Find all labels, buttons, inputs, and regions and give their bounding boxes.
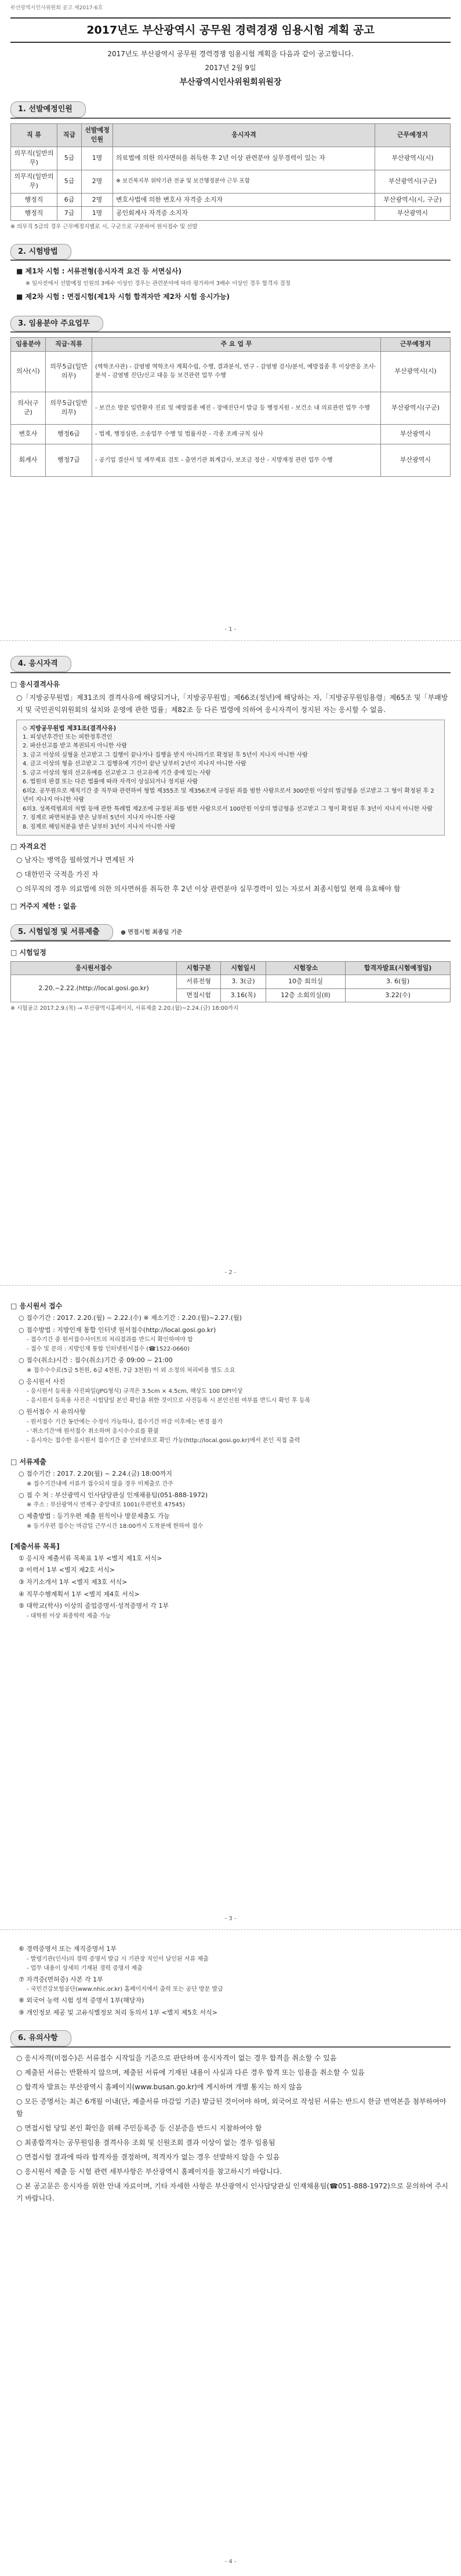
col-header: 직 류 [11, 123, 57, 147]
col-header: 응시원서접수 [11, 961, 177, 975]
list-item: ○ 면접시험 결과에 따라 합격자를 결정하며, 적격자가 없는 경우 선발하지 않을 수 있음 [16, 2152, 280, 2161]
recruitment-table [10, 123, 451, 221]
list-item: 6. 법원의 판결 또는 다른 법률에 따라 자격이 상실되거나 정지된 사람 [23, 779, 198, 786]
table-row: 행정직 7급 1명 공인회계사 자격증 소지자 부산광역시 [11, 207, 451, 221]
duties-table [10, 337, 451, 477]
page-divider [0, 640, 461, 641]
disqualification-heading: □ 응시결격사유 [10, 680, 60, 688]
exam-step-1-note: ※ 임사전에서 선발예정 인원의 3배수 이상인 경우는 관련분야에 따라 평가하여 3배수 이상인 경우 합격자 결정 [26, 280, 291, 287]
section-1-header [10, 89, 451, 119]
list-item: 8. 징계로 해임처분을 받은 날부터 3년이 지나지 아니한 사람 [23, 823, 176, 830]
table-row: 변호사 행정6급 - 법제, 행정심판, 소송업무 수행 및 법률자문 - 각종 조례·규칙 심사 부산광역시 [11, 424, 451, 444]
list-item: 6의2. 공무원으로 재직기간 중 직무와 관련하여 형법 제355조 및 제356조에 규정된 죄를 범한 사람으로서 300만원 이상의 벌금형을 선고받고 그 형이 확정된 후 2년이 지나지 아니한 사람 [23, 787, 434, 804]
col-header: 응시자격 [113, 123, 375, 147]
exam-step-1: ■ 제1차 시험 : 서류전형(응시자격 요건 등 서면심사) [16, 267, 182, 276]
page-3: □ 응시원서 접수 ○ 접수기간 : 2017. 2.20.(월) ~ 2.22.(수) ※ 제소기간 : 2.20.(월)~2.27.(월) ○ 접수방법 : 지방인재 통합 인터넷 원서접수(http://local.gosi.go.kr) - 접수기간 중 원서접수사이트의 처리결과를 반드시 확인하여야 함 - 접수 및 문의 : 지방인재 통합 인터넷원서접수 (☎1522-0660) ○ 접수(취소)시간 : 접수(취소)기간 중 09:00 ~ 21:00 ※ 접수수수료(5급 5천원, 6급 4천원, 7급 3천원) 이 외 소정의 처리비용 별도 소요 ○ 응시원서 사진 - 응시원서 등록용 사진파일(JPG형식) 규격은 3.5cm × 4.5cm, 해상도 100 DPI이상 - 응시원서 등록용 사진은 시험당일 본인 확인을 위한 것이므로 사전등록 시 본인신원 여부를 반드시 확인 후 등록 ○ 원서접수 시 유의사항 - 원서접수 기간 동안에는 수정이 가능하나, 접수기간 마감 이후에는 변경 불가 - '취소기간'에 원서접수 취소하며 응시수수료를 환불 - 응시자는 접수한 응시원서 접수기간 중 인터넷으로 확인 가능(http://local.gosi.go.kr)에서 본인 직접 출력 □ 서류제출 ○ 접수기간 : 2017. 2.20(월) ~ 2.24.(금) 18:00까지 ※ 접수기간내에 서류가 접수되지 않을 경우 미제출로 간주 ○ 접 수 처 : 부산광역시 인사담당관실 인재채용팀(051-888-1972) ※ 주소 : 부산광역시 연제구 중앙대로 1001(우편번호 47545) ○ 제출방법 : 등기우편 제출 원칙이나 방문제출도 가능 ※ 등기우편 접수는 마감일 근무시간 18:00까지 도착분에 한하여 접수 [제출서류 목록] ① 응시자 제출서류 목록표 1부 <별지 제1호 서식> ② 이력서 1부 <별지 제2호 서식> ③ 자기소개서 1부 <별지 제3호 서식> ④ 직무수행계획서 1부 <별지 제4호 서식> ⑤ 대학교(학사) 이상의 졸업증명서·성적증명서 각 1부 - 대학원 이상 최종학력 제출 가능 - 3 - [10, 1289, 451, 1926]
section-2-title: 2. 시험방법 [10, 244, 71, 260]
col-header: 시험일시 [221, 961, 266, 975]
col-header: 주 요 업 무 [92, 338, 381, 352]
list-item: 2. 파산선고를 받고 복권되지 아니한 사람 [23, 743, 127, 750]
table-row: 의사(구군) 의무5급(일반의무) - 보건소 방문 일반환자 진료 및 예방접종 예진 - 장애진단서 발급 등 행정지원 - 보건소 내 의료관련 업무 수행 부산광역시(구군) [11, 392, 451, 424]
qualification-heading: □ 자격요건 [10, 842, 46, 851]
section-5-header [10, 911, 451, 942]
table-row: 면접시험 3.16(목) 12층 소회의실(II) 3.22(수) [11, 988, 451, 1002]
page-number: - 1 - [224, 626, 237, 633]
organization-name: 부산광역시인사위원회위원장 [179, 78, 282, 87]
list-item: 7. 징계로 파면처분을 받은 날부터 5년이 지나지 아니한 사람 [23, 815, 176, 822]
table-row: 행정직 6급 2명 변호사법에 의한 변호사 자격증 소지자 부산광역시(시, 구군) [11, 193, 451, 207]
announcement-date: 2017년 2월 9일 [205, 64, 256, 72]
col-header: 직급·직류 [46, 338, 92, 352]
col-header: 근무예정지 [375, 123, 451, 147]
page-title: 2017년도 부산광역시 공무원 경력경쟁 임용시험 계획 공고 [10, 17, 451, 43]
section-4-title: 4. 응시자격 [10, 656, 71, 672]
page-2 [10, 643, 451, 1280]
list-item: ○ 응시원서 제출 등 시험 관련 세부사항은 부산광역시 홈페이지를 참고하시기 바랍니다. [16, 2167, 282, 2176]
announcement-number: 부산광역시인사위원회 공고 제2017-6호 [10, 5, 103, 11]
page-1 [10, 0, 451, 637]
list-item: ○ 대한민국 국적을 가진 자 [16, 870, 99, 879]
disqualification-text: ○「지방공무원법」제31조의 결격사유에 해당되거나,「지방공무원법」제66조(정년)에 해당하는 자,「지방공무원임용령」제65조 및「부패방지 및 국민권익위원회의 설치와 운영에 관한 법률」제82조 등 다른 법령에 의하여 응시자격이 정지된 자는 응시할 수 없음. [16, 693, 448, 714]
list-item: ○ 합격자 발표는 부산광역시 홈페이지(www.busan.go.kr)에 게시하며 개별 통지는 하지 않음 [16, 2082, 303, 2091]
list-item: 3. 금고 이상의 실형을 선고받고 그 집행이 끝나거나 집행을 받지 아니하기로 확정된 후 5년이 지나지 아니한 사람 [23, 751, 308, 758]
col-header: 임용분야 [11, 338, 46, 352]
list-item: 6의3. 성폭력범죄의 처벌 등에 관한 특례법 제2조에 규정된 죄를 범한 사람으로서 100만원 이상의 벌금형을 선고받고 그 형이 확정된 후 3년이 지나지 아니한 사람 [23, 805, 433, 812]
table-row: 의무직(일반의무) 5급 2명 ※ 보건복지부 위탁기관 전공 및 보건행정분야 근무 포함 부산광역시(구군) [11, 170, 451, 193]
section-6-title: 6. 유의사항 [10, 2030, 71, 2046]
list-item: ○ 제출된 서류는 반환하지 않으며, 제출된 서류에 기재된 내용이 사실과 다른 경우 합격 또는 임용을 취소할 수 있음 [16, 2068, 365, 2077]
list-item: ○ 모든 증명서는 최근 6개월 이내(단, 제출서류 마감일 기준) 발급된 것이어야 하며, 외국어로 작성된 서류는 반드시 한글 번역본을 첨부하여야 함 [16, 2097, 447, 2118]
table-row: 의무직(일반의무) 5급 1명 의료법에 의한 의사면허를 취득한 후 2년 이상 관련분야 실무경력이 있는 자 부산광역시(시) [11, 147, 451, 170]
list-item: 4. 금고 이상의 형을 선고받고 그 집행유예 기간이 끝난 날부터 2년이 지나지 아니한 사람 [23, 761, 246, 768]
list-item: ○ 응시자격(미접수)은 서류접수 시작일을 기준으로 판단하며 응시자격이 없는 경우 합격을 취소할 수 있음 [16, 2053, 337, 2062]
schedule-table [10, 961, 451, 1003]
schedule-note: ※ 시험공고 2017.2.9.(목) → 부산광역시홈페이지, 서류제출 2.20.(월)~2.24.(금) 18:00까지 [10, 1005, 239, 1012]
col-header: 근무예정지 [381, 338, 451, 352]
list-item: ○ 남자는 병역을 필하였거나 면제된 자 [16, 856, 135, 864]
section-1-title: 1. 선발예정인원 [10, 101, 86, 118]
table-row: 의사(시) 의무5급(일반의무) (역학조사관) - 감염병 역학조사 계획수립, 수행, 결과분석, 연구 - 감염병 검사/분석, 예방접종 후 이상반응 조사·분석 - 감염병 진단/신고 대응 등 보건관련 업무 수행 부산광역시(시) [11, 351, 451, 392]
section-3-title: 3. 임용분야 주요업무 [10, 316, 103, 332]
col-header: 선발예정인원 [82, 123, 113, 147]
disqualification-box [16, 720, 445, 836]
page-divider [0, 1285, 461, 1286]
page-number: - 3 - [224, 1915, 237, 1922]
list-item: ○ 본 공고문은 응시자를 위한 안내 자료이며, 기타 자세한 사항은 부산광역시 인사담당관실 인재채용팀(☎051-888-1972)으로 문의하여 주시기 바랍니다. [16, 2181, 449, 2202]
schedule-heading: □ 시험일정 [10, 948, 46, 957]
list-item: ○ 의무직의 경우 의료법에 의한 의사면허를 취득한 후 2년 이상 관련분야 실무경력이 있는 자로서 최종시험일 현재 유효해야 함 [16, 885, 401, 893]
section-4-header [10, 643, 451, 673]
section-5-note: ● 면접시험 최종일 기준 [121, 929, 183, 936]
table-note: ※ 의무직 5급의 경우 근무예정지별로 시, 구군으로 구분하여 원서접수 및 선발 [10, 223, 198, 230]
col-header: 합격자발표(시험예정일) [346, 961, 451, 975]
residence-restriction: □ 거주지 제한 : 없음 [10, 902, 77, 911]
documents-heading: □ 서류제출 [10, 1457, 46, 1466]
page-divider [0, 1929, 461, 1930]
intro-text: 2017년도 부산광역시 공무원 경력경쟁 임용시험 계획을 다음과 같이 공고합니다. [107, 50, 354, 58]
table-row: 회계사 행정7급 - 공기업 결산서 및 재무제표 검토 - 출연기관 회계감사, 보조금 정산 - 지방재정 관련 업무 수행 부산광역시 [11, 444, 451, 476]
list-item: 5. 금고 이상의 형의 선고유예를 선고받고 그 선고유예 기간 중에 있는 사람 [23, 769, 211, 776]
list-item: 1. 피성년후견인 또는 피한정후견인 [23, 734, 112, 740]
page-number: - 4 - [224, 2559, 237, 2565]
exam-step-2: ■ 제2차 시험 : 면접시험(제1차 시험 합격자만 제2차 시험 응시가능) [16, 292, 230, 301]
list-item: ○ 최종합격자는 공무원임용 결격사유 조회 및 신원조회 결과 이상이 없는 경우 임용됨 [16, 2138, 275, 2147]
col-header: 시험구분 [177, 961, 221, 975]
section-6-header [10, 2017, 451, 2048]
documents-list-heading: [제출서류 목록] [10, 1542, 60, 1550]
page-number: - 2 - [224, 1269, 237, 1276]
section-3-header [10, 303, 451, 333]
application-heading: □ 응시원서 접수 [10, 1302, 63, 1310]
col-header: 시험장소 [266, 961, 345, 975]
box-title: ◇ 지방공무원법 제31조(결격사유) [23, 724, 117, 732]
section-2-header [10, 231, 451, 261]
col-header: 직급 [57, 123, 82, 147]
table-row: 2.20.~2.22.(http://local.gosi.go.kr) 서류전형 3. 3(금) 10층 회의실 3. 6(월) [11, 975, 451, 989]
section-5-title: 5. 시험일정 및 서류제출 [10, 924, 113, 940]
page-4: ⑥ 경력증명서 또는 재직증명서 1부 - 발령기관(인사)의 경력 증명서 발급 시 기관장 직인이 날인된 서류 제출 - 업무 내용이 상세히 기재된 경력 증명서 제출 ⑦ 자격증(면허증) 사본 각 1부 - 국민건강보험공단(www.nhic.or.kr) 홈페이지에서 출력 또는 공단 방문 발급 ⑧ 외국어 능력 시험 성적 증명서 1부(해당자) ⑨ 개인정보 제공 및 고유식별정보 처리 동의서 1부 <별지 제5호 서식> 6. 유의사항 ○ 응시자격(미접수)은 서류접수 시작일을 기준으로 판단하며 응시자격이 없는 경우 합격을 취소할 수 있음 ○ 제출된 서류는 반환하지 않으며, 제출된 서류에 기재된 내용이 사실과 다른 경우 합격 또는 임용을 취소할 수 있음 ○ 합격자 발표는 부산광역시 홈페이지(www.busan.go.kr)에 게시하며 개별 통지는 하지 않음 ○ 모든 증명서는 최근 6개월 이내(단, 제출서류 마감일 기준) 발급된 것이어야 하며, 외국어로 작성된 서류는 반드시 한글 번역본을 첨부하여야 함 ○ 면접시험 당일 본인 확인을 위해 주민등록증 등 신분증을 반드시 지참하여야 함 ○ 최종합격자는 공무원임용 결격사유 조회 및 신원조회 결과 이상이 없는 경우 임용됨 ○ 면접시험 결과에 따라 합격자를 결정하며, 적격자가 없는 경우 선발하지 않을 수 있음 ○ 응시원서 제출 등 시험 관련 세부사항은 부산광역시 홈페이지를 참고하시기 바랍니다. ○ 본 공고문은 응시자를 위한 안내 자료이며, 기타 자세한 사항은 부산광역시 인사담당관실 인재채용팀(☎051-888-1972)으로 문의하여 주시기 바랍니다. - 4 - [10, 1932, 451, 2570]
list-item: ○ 면접시험 당일 본인 확인을 위해 주민등록증 등 신분증을 반드시 지참하여야 함 [16, 2123, 262, 2132]
